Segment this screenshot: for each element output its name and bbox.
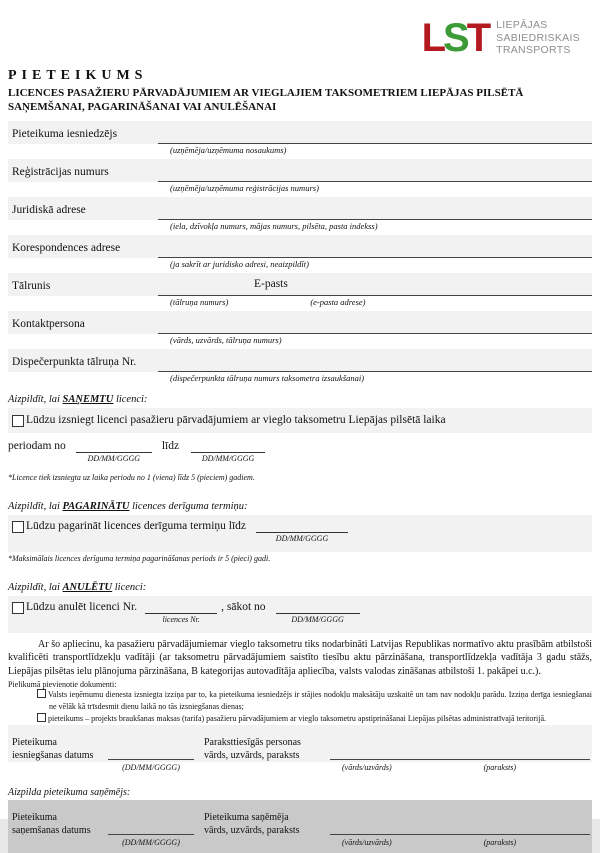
cancel-licence-number-field (145, 600, 217, 624)
logo-org-line: SABIEDRISKAIS (496, 31, 580, 44)
attachments-heading: Pielikumā pievienotie dokumenti: (8, 680, 117, 690)
section-heading-cancel (8, 582, 592, 593)
field-row-contact-person (8, 311, 592, 334)
date-format-hint: (DD/MM/GGGG) (122, 763, 180, 773)
heading-text: licences derīguma termiņu: (129, 501, 248, 513)
cancel-date-field (276, 600, 360, 624)
field-label: Tālrunis (12, 280, 51, 293)
receiver-signature-row (8, 800, 592, 837)
period-from-label: periodam no (8, 440, 66, 453)
submit-signature-row (8, 725, 592, 762)
field-blank-line[interactable] (158, 121, 592, 144)
page-subtitle: LICENCES PASAŽIERU PĀRVADĀJUMIEM AR VIEGLAJIEM TAKSOMETRIEM LIEPĀJAS PILSĒTĀ SAŅEMŠANAI, PAGARINĀŠANAI VAI ANULĒŠANAI (8, 87, 524, 114)
period-from-field (76, 439, 152, 463)
field-row-correspondence-address (8, 235, 592, 258)
email-label: E-pasts (254, 278, 288, 291)
date-format-hint: (DD/MM/GGGG) (122, 838, 180, 848)
name-hint: (vārds/uzvārds) (342, 838, 392, 848)
extend-checkbox-row (8, 515, 592, 552)
field-hint: (dispečerpunkta tālruņa numurs taksometra izsaukšanai) (170, 373, 365, 384)
cancel-checkbox-label: Lūdzu anulēt licenci Nr. (26, 601, 138, 614)
field-hint: (iela, dzīvokļa numurs, mājas numurs, pilsēta, pasta indekss) (170, 221, 378, 232)
cancel-middle-text: , sākot no (221, 601, 266, 614)
receiver-name-blank-line[interactable] (330, 820, 590, 835)
date-format-hint: DD/MM/GGGG (275, 534, 329, 544)
label-line: Pieteikuma saņēmēja (204, 812, 289, 824)
attachment-item (8, 689, 592, 713)
field-row-applicant (8, 121, 592, 144)
obtain-note: *Licence tiek izsniegta uz laika periodu no 1 (viena) līdz 5 (pieciem) gadiem. (8, 473, 255, 483)
signature-hint: (paraksts) (483, 763, 517, 773)
heading-text: licenci: (113, 394, 148, 406)
field-row-phone-email (8, 273, 592, 296)
heading-emphasis: PAGARINĀTU (62, 501, 130, 513)
logo-letter-l: L (421, 16, 444, 60)
field-row-dispatch-phone (8, 349, 592, 372)
attachment-label: Valsts ieņēmumu dienesta izsniegta izziņa par to, ka pieteikuma iesniedzējs ir stājies nodokļu maksātāju uzskaitē un tam nav nodokļu parādu. Izziņa derīga iesniegšanai ne vēlāk kā trīsdesmit dienu laikā no tās izsniegšanas dienas; (48, 690, 592, 712)
lst-logo (422, 10, 580, 66)
field-hint: (uzņēmēja/uzņēmuma nosaukums) (170, 145, 287, 156)
logo-org-line: LIEPĀJAS (496, 19, 548, 32)
date-format-hint: DD/MM/GGGG (201, 454, 255, 464)
extend-checkbox-label: Lūdzu pagarināt licences derīguma termiņu līdz (26, 520, 247, 533)
attachment-checkbox[interactable] (37, 689, 46, 698)
page-header (8, 10, 592, 66)
logo-letter-t: T (466, 16, 489, 60)
extend-date-field (256, 519, 348, 543)
attachment-label: pieteikums – projekts braukšanas maksas (tarifa) pasažieru pārvadājumiem ar vieglo taksometru apstiprināšanai Liepājas pilsētas administratīvajā teritorijā. (48, 714, 547, 724)
date-blank-line[interactable] (276, 600, 360, 614)
receiver-date-blank-line[interactable] (108, 820, 194, 835)
section-heading-obtain (8, 394, 592, 405)
label-line: vārds, uzvārds, paraksts (204, 750, 300, 762)
field-hint (8, 296, 592, 311)
phone-hint: (tālruņa numurs) (170, 297, 229, 308)
label-line: Paraksttiesīgās personas (204, 737, 301, 749)
licence-number-hint: licences Nr. (162, 615, 200, 625)
label-line: Pieteikuma (12, 812, 57, 824)
name-hint: (vārds/uzvārds) (342, 763, 392, 773)
field-blank-line[interactable] (158, 235, 592, 258)
date-format-hint: DD/MM/GGGG (87, 454, 141, 464)
obtain-checkbox[interactable] (12, 415, 24, 427)
field-hint: (ja sakrīt ar juridisko adresi, neaizpildīt) (170, 259, 309, 270)
field-blank-line[interactable] (158, 159, 592, 182)
extend-note: *Maksimālais licences derīguma termiņa pagarināšanas periods ir 5 (pieci) gadi. (8, 554, 271, 564)
receiver-box (8, 800, 592, 853)
logo-org-line: TRANSPORTS (496, 44, 571, 57)
attachment-checkbox[interactable] (37, 713, 46, 722)
field-blank-line[interactable] (158, 197, 592, 220)
declaration-paragraph: Ar šo apliecinu, ka pasažieru pārvadājumiemar vieglo taksometru tiks nodarbināti Latvijas Republikas normatīvo aktu prasībām atbilstoši kvalificēti transportlīdzekļu vadītāji (ar taksometru pārvadājumiem saistīto tiesību aktu pārzināšana, transportlīdzekļa vadītāja 3 gadu stāžs, Liepājas pilsētas ielu plānojuma pārzināšana, B kategorijas autovadītāja apliecība, valsts valodas zināšanas atbilstoši 1. pakāpei u.c.). (8, 639, 592, 677)
section-heading-extend (8, 501, 592, 512)
date-blank-line[interactable] (191, 439, 265, 453)
submit-signer-label (204, 736, 330, 762)
extend-checkbox[interactable] (12, 521, 24, 533)
date-blank-line[interactable] (256, 519, 348, 533)
receiver-heading: Aizpilda pieteikuma saņēmējs: (8, 787, 131, 799)
receiver-hints-row (8, 837, 592, 852)
submit-hints-row (8, 762, 592, 777)
field-label: Juridiskā adrese (12, 204, 86, 217)
licence-number-blank-line[interactable] (145, 600, 217, 614)
heading-text: licenci: (112, 582, 147, 594)
field-row-registration-number (8, 159, 592, 182)
receiver-signer-label (204, 811, 330, 837)
logo-org-name (496, 19, 580, 57)
label-line: vārds, uzvārds, paraksts (204, 825, 300, 837)
date-format-hint: DD/MM/GGGG (291, 615, 344, 625)
email-hint: (e-pasta adrese) (310, 297, 366, 308)
heading-text: Aizpildīt, lai (8, 501, 63, 513)
date-blank-line[interactable] (76, 439, 152, 453)
field-blank-line[interactable] (158, 311, 592, 334)
period-to-field (191, 439, 265, 463)
logo-letter-s: S (443, 16, 467, 60)
field-label: Korespondences adrese (12, 242, 121, 255)
field-label: Dispečerpunkta tālruņa Nr. (12, 356, 137, 369)
label-line: Pieteikuma (12, 737, 57, 749)
signature-hint: (paraksts) (483, 838, 517, 848)
field-row-legal-address (8, 197, 592, 220)
obtain-period-row (8, 439, 592, 471)
cancel-checkbox[interactable] (12, 602, 24, 614)
label-line: saņemšanas datums (12, 825, 91, 837)
period-to-label: līdz (161, 440, 180, 453)
obtain-checkbox-label: Lūdzu izsniegt licenci pasažieru pārvadājumiem ar vieglo taksometru Liepājas pilsētā laika (26, 413, 446, 426)
lst-logo-letters (422, 18, 489, 58)
field-blank-line[interactable] (158, 349, 592, 372)
field-blank-line[interactable] (158, 273, 592, 296)
heading-emphasis: ANULĒTU (62, 582, 113, 594)
submit-name-blank-line[interactable] (330, 745, 590, 760)
submit-date-label (12, 736, 108, 762)
label-line: iesniegšanas datums (12, 750, 94, 762)
field-hint: (vārds, uzvārds, tālruņa numurs) (170, 335, 282, 346)
obtain-checkbox-row (8, 408, 592, 433)
page-title: PIETEIKUMS (8, 68, 148, 83)
field-label: Kontaktpersona (12, 318, 85, 331)
submit-date-blank-line[interactable] (108, 745, 194, 760)
cancel-checkbox-row (8, 596, 592, 633)
receiver-date-label (12, 811, 108, 837)
heading-emphasis: SAŅEMTU (62, 394, 114, 406)
field-hint: (uzņēmēja/uzņēmuma reģistrācijas numurs) (170, 183, 319, 194)
heading-text: Aizpildīt, lai (8, 394, 63, 406)
heading-text: Aizpildīt, lai (8, 582, 63, 594)
field-label: Reģistrācijas numurs (12, 166, 109, 179)
attachment-item (8, 713, 592, 725)
field-label: Pieteikuma iesniedzējs (12, 128, 118, 141)
